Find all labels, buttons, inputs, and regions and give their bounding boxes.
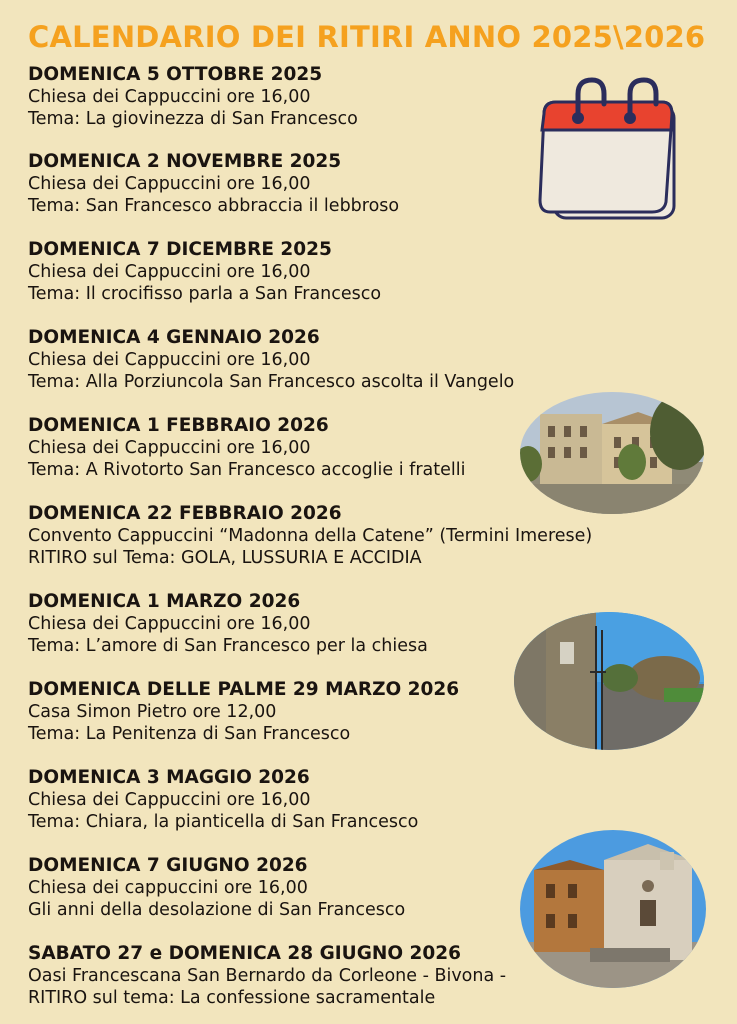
event-location: Chiesa dei Cappuccini ore 16,00 [28, 262, 311, 282]
event-location: Chiesa dei Cappuccini ore 16,00 [28, 174, 311, 194]
calendar-icon [536, 74, 682, 224]
event-location: Oasi Francescana San Bernardo da Corleone - Bivona - [28, 966, 507, 986]
event-9 [28, 767, 418, 833]
event-location: Chiesa dei Cappuccini ore 16,00 [28, 438, 311, 458]
event-date: DOMENICA 1 FEBBRAIO 2026 [28, 415, 329, 436]
event-date: DOMENICA 7 GIUGNO 2026 [28, 855, 308, 876]
event-theme: Tema: Chiara, la pianticella di San Francesco [28, 812, 419, 832]
event-11 [28, 943, 506, 1009]
event-4 [28, 327, 514, 393]
event-8 [28, 679, 459, 745]
event-location: Convento Cappuccini “Madonna della Catene” (Termini Imerese) [28, 526, 593, 546]
event-2 [28, 151, 399, 217]
event-7 [28, 591, 428, 657]
event-3 [28, 239, 381, 305]
page-title: CALENDARIO DEI RITIRI ANNO 2025\2026 [28, 20, 706, 54]
event-1 [28, 64, 358, 130]
event-location: Chiesa dei Cappuccini ore 16,00 [28, 87, 311, 107]
event-location: Casa Simon Pietro ore 12,00 [28, 702, 277, 722]
event-location: Chiesa dei Cappuccini ore 16,00 [28, 790, 311, 810]
event-theme: RITIRO sul Tema: GOLA, LUSSURIA E ACCIDIA [28, 548, 422, 568]
event-theme: Tema: La Penitenza di San Francesco [28, 724, 351, 744]
event-date: DOMENICA 7 DICEMBRE 2025 [28, 239, 332, 260]
event-theme: Tema: A Rivotorto San Francesco accoglie i fratelli [28, 460, 466, 480]
church-facade-photo [520, 830, 706, 988]
event-date: SABATO 27 e DOMENICA 28 GIUGNO 2026 [28, 943, 462, 964]
event-date: DOMENICA 5 OTTOBRE 2025 [28, 64, 323, 85]
event-location: Chiesa dei Cappuccini ore 16,00 [28, 614, 311, 634]
event-6 [28, 503, 592, 569]
event-theme: Tema: San Francesco abbraccia il lebbroso [28, 196, 400, 216]
event-theme: RITIRO sul tema: La confessione sacramentale [28, 988, 436, 1008]
event-10 [28, 855, 405, 921]
event-date: DOMENICA 22 FEBBRAIO 2026 [28, 503, 342, 524]
event-5 [28, 415, 465, 481]
event-date: DOMENICA 2 NOVEMBRE 2025 [28, 151, 342, 172]
event-theme: Tema: L’amore di San Francesco per la chiesa [28, 636, 428, 656]
event-date: DOMENICA 1 MARZO 2026 [28, 591, 301, 612]
garden-gate-photo [514, 612, 704, 750]
event-location: Chiesa dei Cappuccini ore 16,00 [28, 350, 311, 370]
event-theme: Tema: Alla Porziuncola San Francesco ascolta il Vangelo [28, 372, 515, 392]
church-photo [520, 392, 704, 514]
event-date: DOMENICA DELLE PALME 29 MARZO 2026 [28, 679, 460, 700]
event-theme: Tema: La giovinezza di San Francesco [28, 109, 358, 129]
event-theme: Tema: Il crocifisso parla a San Francesco [28, 284, 382, 304]
event-location: Chiesa dei cappuccini ore 16,00 [28, 878, 308, 898]
event-date: DOMENICA 4 GENNAIO 2026 [28, 327, 320, 348]
event-date: DOMENICA 3 MAGGIO 2026 [28, 767, 310, 788]
event-theme: Gli anni della desolazione di San Francesco [28, 900, 406, 920]
